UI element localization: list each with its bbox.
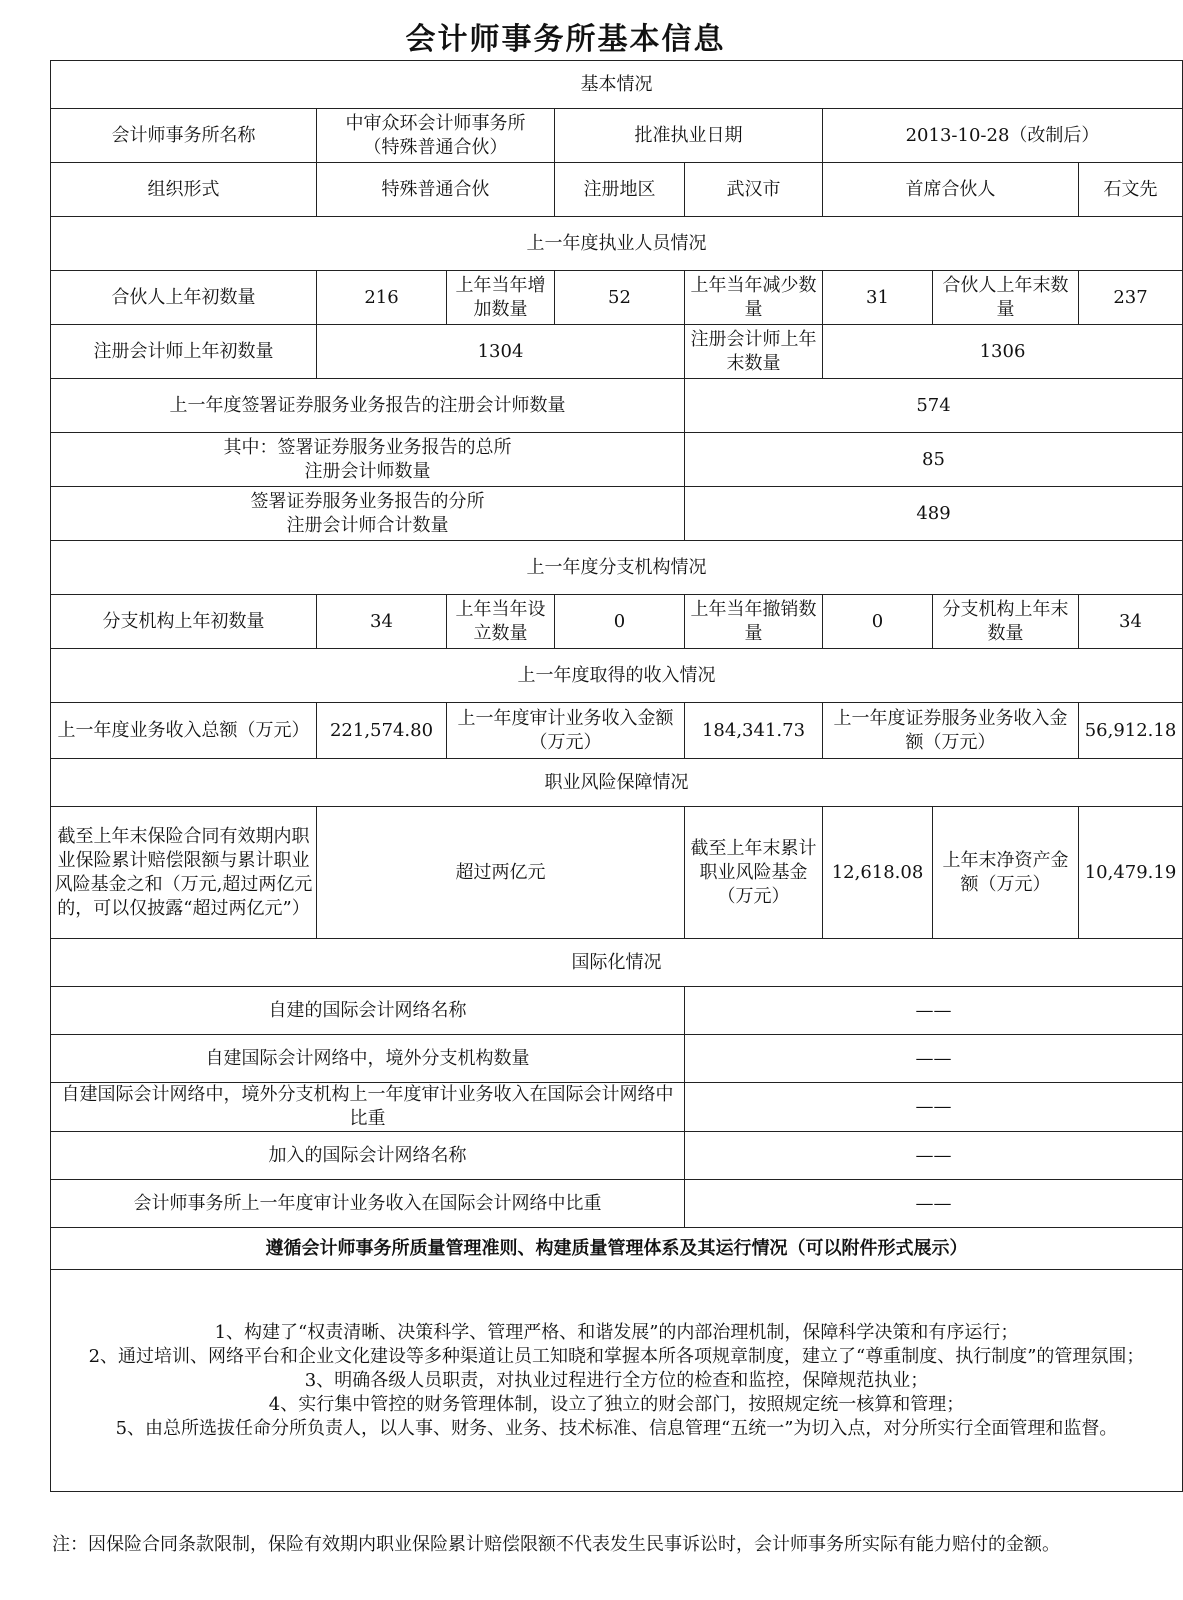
branch-revoked-label: 上年当年撤销数量 (685, 595, 823, 649)
chief-partner-label: 首席合伙人 (823, 163, 1079, 217)
insurance-label: 截至上年末保险合同有效期内职业保险累计赔偿限额与累计职业风险基金之和（万元,超过两亿元的，可以仅披露“超过两亿元”） (51, 807, 317, 939)
list-item: 2、通过培训、网络平台和企业文化建设等多种渠道让员工知晓和掌握本所各项规章制度，建立了“尊重制度、执行制度”的管理氛围； (88, 1345, 1145, 1367)
branch-end-value: 34 (1079, 595, 1183, 649)
income-total-label: 上一年度业务收入总额（万元） (51, 703, 317, 759)
branch-signed-cpa-value: 489 (685, 487, 1183, 541)
intl-row-label: 自建的国际会计网络名称 (51, 987, 685, 1035)
income-audit-value: 184,341.73 (685, 703, 823, 759)
intl-row-value: —— (685, 1035, 1183, 1083)
region-value: 武汉市 (685, 163, 823, 217)
firm-info-table (50, 60, 1183, 1492)
branch-set-value: 0 (555, 595, 685, 649)
income-total-value: 221,574.80 (317, 703, 447, 759)
partners-added-value: 52 (555, 271, 685, 325)
intl-row-value: —— (685, 1083, 1183, 1132)
section-intl: 国际化情况 (51, 939, 1183, 987)
section-income: 上一年度取得的收入情况 (51, 649, 1183, 703)
section-basic: 基本情况 (51, 61, 1183, 109)
branch-revoked-value: 0 (823, 595, 933, 649)
intl-row-label: 自建国际会计网络中，境外分支机构上一年度审计业务收入在国际会计网络中比重 (51, 1083, 685, 1132)
net-assets-value: 10,479.19 (1079, 807, 1183, 939)
net-assets-label: 上年末净资产金额（万元） (933, 807, 1079, 939)
region-label: 注册地区 (555, 163, 685, 217)
income-securities-label: 上一年度证券服务业务收入金额（万元） (823, 703, 1079, 759)
branch-begin-value: 34 (317, 595, 447, 649)
section-branch: 上一年度分支机构情况 (51, 541, 1183, 595)
partners-begin-label: 合伙人上年初数量 (51, 271, 317, 325)
partners-end-label: 合伙人上年末数量 (933, 271, 1079, 325)
intl-row-value: —— (685, 1180, 1183, 1228)
cpa-end-label: 注册会计师上年末数量 (685, 325, 823, 379)
partners-added-label: 上年当年增加数量 (447, 271, 555, 325)
firm-name-label: 会计师事务所名称 (51, 109, 317, 163)
branch-signed-cpa-label: 签署证券服务业务报告的分所 注册会计师合计数量 (51, 487, 685, 541)
cpa-begin-value: 1304 (317, 325, 685, 379)
branch-end-label: 分支机构上年末数量 (933, 595, 1079, 649)
intl-row-value: —— (685, 1132, 1183, 1180)
list-item: 3、明确各级人员职责，对执业过程进行全方位的检查和监控，保障规范执业； (304, 1369, 929, 1391)
footnote: 注：因保险合同条款限制，保险有效期内职业保险累计赔偿限额不代表发生民事诉讼时，会计师事务所实际有能力赔付的金额。 (52, 1534, 1060, 1555)
income-securities-value: 56,912.18 (1079, 703, 1183, 759)
risk-fund-value: 12,618.08 (823, 807, 933, 939)
hq-signed-cpa-label: 其中：签署证券服务业务报告的总所 注册会计师数量 (51, 433, 685, 487)
cpa-begin-label: 注册会计师上年初数量 (51, 325, 317, 379)
list-item: 4、实行集中管控的财务管理体制，设立了独立的财会部门，按照规定统一核算和管理； (268, 1393, 965, 1415)
quality-list (51, 1270, 1183, 1492)
chief-partner-value: 石文先 (1079, 163, 1183, 217)
insurance-value: 超过两亿元 (317, 807, 685, 939)
partners-begin-value: 216 (317, 271, 447, 325)
signed-cpa-value: 574 (685, 379, 1183, 433)
branch-begin-label: 分支机构上年初数量 (51, 595, 317, 649)
intl-row-label: 自建国际会计网络中，境外分支机构数量 (51, 1035, 685, 1083)
income-audit-label: 上一年度审计业务收入金额（万元） (447, 703, 685, 759)
intl-row-label: 加入的国际会计网络名称 (51, 1132, 685, 1180)
partners-end-value: 237 (1079, 271, 1183, 325)
page-title: 会计师事务所基本信息 (405, 22, 726, 57)
firm-name-value: 中审众环会计师事务所 （特殊普通合伙） (317, 109, 555, 163)
cpa-end-value: 1306 (823, 325, 1183, 379)
partners-reduced-label: 上年当年减少数量 (685, 271, 823, 325)
hq-signed-cpa-value: 85 (685, 433, 1183, 487)
list-item: 5、由总所选拔任命分所负责人，以人事、财务、业务、技术标准、信息管理“五统一”为切入点，对分所实行全面管理和监督。 (115, 1417, 1118, 1439)
signed-cpa-label: 上一年度签署证券服务业务报告的注册会计师数量 (51, 379, 685, 433)
approval-date-value: 2013-10-28（改制后） (823, 109, 1183, 163)
section-staff: 上一年度执业人员情况 (51, 217, 1183, 271)
approval-date-label: 批准执业日期 (555, 109, 823, 163)
branch-set-label: 上年当年设立数量 (447, 595, 555, 649)
risk-fund-label: 截至上年末累计职业风险基金（万元） (685, 807, 823, 939)
partners-reduced-value: 31 (823, 271, 933, 325)
section-quality: 遵循会计师事务所质量管理准则、构建质量管理体系及其运行情况（可以附件形式展示） (51, 1228, 1183, 1270)
org-form-value: 特殊普通合伙 (317, 163, 555, 217)
intl-row-label: 会计师事务所上一年度审计业务收入在国际会计网络中比重 (51, 1180, 685, 1228)
section-risk: 职业风险保障情况 (51, 759, 1183, 807)
list-item: 1、构建了“权责清晰、决策科学、管理严格、和谐发展”的内部治理机制，保障科学决策和有序运行； (214, 1321, 1019, 1343)
intl-row-value: —— (685, 987, 1183, 1035)
org-form-label: 组织形式 (51, 163, 317, 217)
